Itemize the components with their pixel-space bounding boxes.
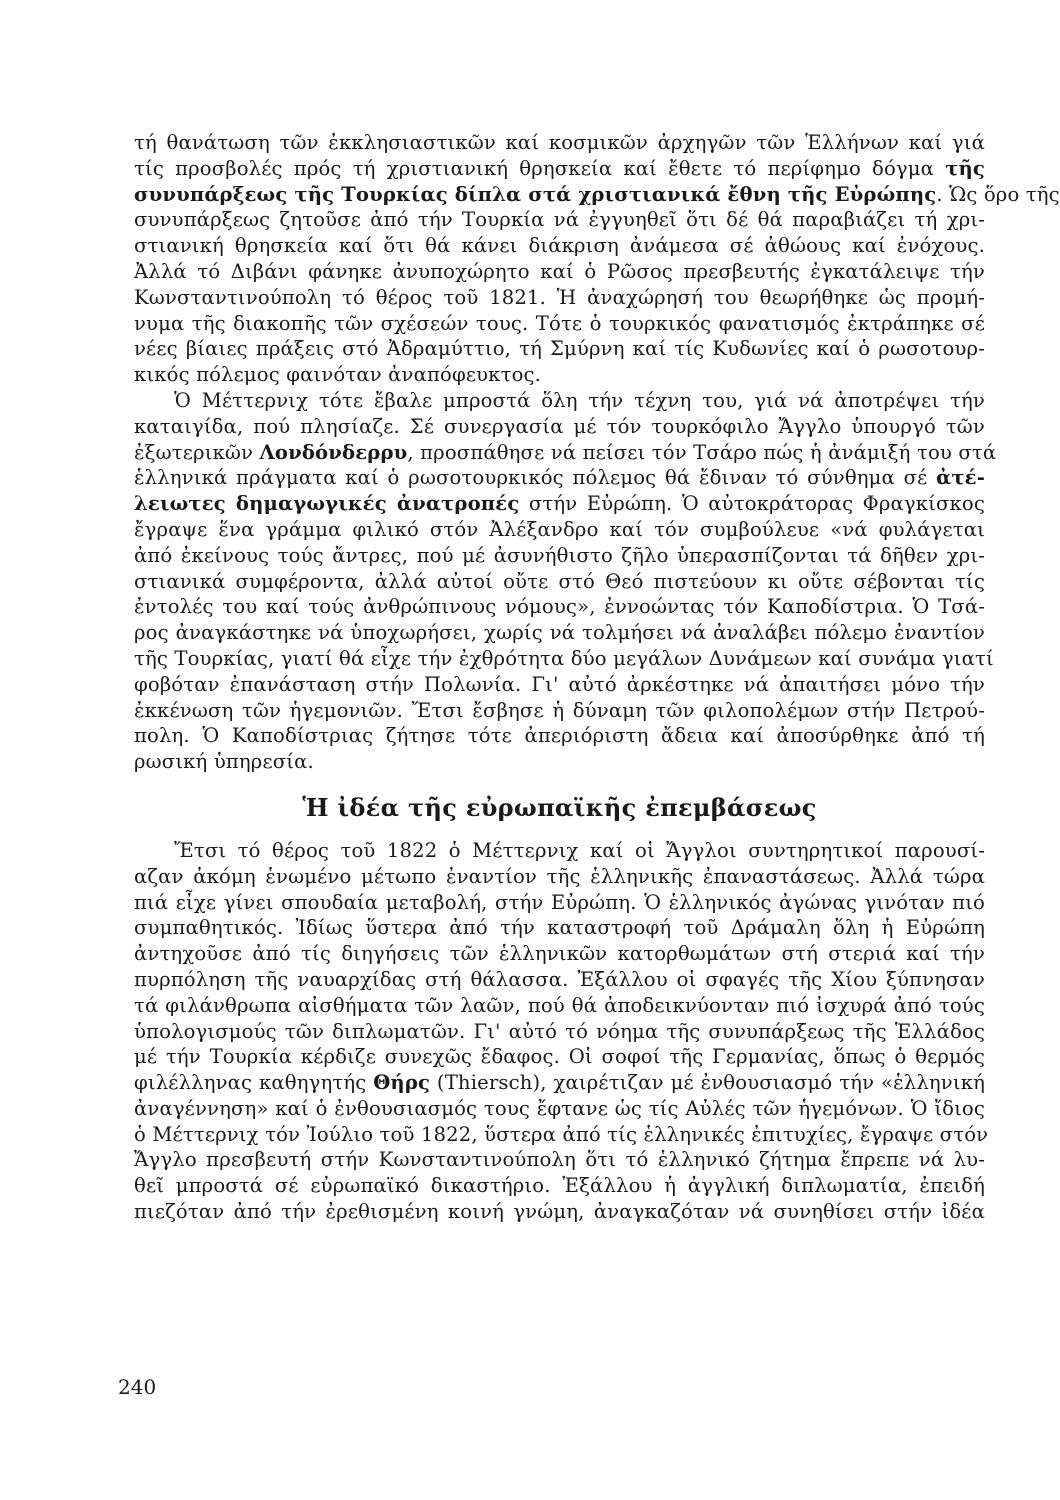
paragraph-1	[134, 130, 1060, 388]
text-line: μέ τήν Τουρκία κέρδιζε συνεχῶς ἔδαφος. Οἱ σοφοί τῆς Γερμανίας, ὅπως ὁ θερμός	[134, 1045, 985, 1069]
text-line: ἔγραψε ἕνα γράμμα φιλικό στόν Ἀλέξανδρο καί τόν συμβούλευε «νά φυλάγεται	[134, 517, 985, 541]
text-line: νέες βίαιες πράξεις στό Ἀδραμύττιο, τή Σμύρνη καί τίς Κυδωνίες καί ὁ ρωσοτουρ-	[134, 337, 985, 361]
text-line	[134, 1070, 985, 1096]
text-line: ἐντολές του καί τούς ἀνθρώπινους νόμους», ἐννοώντας τόν Καποδίστρια. Ὁ Τσά-	[134, 595, 985, 619]
text-line: τά φιλάνθρωπα αἰσθήματα τῶν λαῶν, πού θά ἀποδεικνύονταν πιό ἰσχυρά ἀπό τούς	[134, 993, 985, 1017]
bold-name: Θήρς	[373, 1071, 431, 1095]
text-line: στιανικά συμφέροντα, ἀλλά αὐτοί οὔτε στό Θεό πιστεύουν κι οὔτε σέβονται τίς	[134, 569, 985, 593]
text-line	[134, 491, 985, 517]
bold-phrase: λειωτες δημαγωγικές ἀνατροπές	[134, 492, 520, 516]
text-line: ἀναγέννηση» καί ὁ ἐνθουσιασμός τους ἔφτανε ὡς τίς Αὐλές τῶν ἡγεμόνων. Ὁ ἴδιος	[134, 1096, 985, 1120]
text-line: ἀντηχοῦσε ἀπό τίς διηγήσεις τῶν ἑλληνικῶν κατορθωμάτων στή στεριά καί τήν	[134, 942, 985, 966]
text-line: ἐκκένωση τῶν ἡγεμονιῶν. Ἔτσι ἔσβησε ἡ δύναμη τῶν φιλοπολέμων στήν Πετρού-	[134, 698, 985, 722]
text-line: πιεζόταν ἀπό τήν ἐρεθισμένη κοινή γνώμη, ἀναγκαζόταν νά συνηθίσει στήν ἰδέα	[134, 1200, 985, 1224]
text-line: τή θανάτωση τῶν ἐκκλησιαστικῶν καί κοσμικῶν ἀρχηγῶν τῶν Ἑλλήνων καί γιά	[134, 131, 985, 154]
text-line	[134, 156, 985, 182]
paragraph-3	[134, 838, 989, 1225]
bold-phrase: ἀτέ-	[936, 466, 985, 490]
paragraph-2	[134, 388, 997, 775]
text-run: . Ὡς ὅρο τῆς	[936, 182, 1060, 206]
text-line: αζαν ἀκόμη ἑνωμένο μέτωπο ἐναντίον τῆς ἑλληνικῆς ἐπαναστάσεως. Ἀλλά τώρα	[134, 864, 985, 888]
text-line: πυρπόληση τῆς ναυαρχίδας στή θάλασσα. Ἐξάλλου οἱ σφαγές τῆς Χίου ξύπνησαν	[134, 967, 985, 991]
text-line: νυμα τῆς διακοπῆς τῶν σχέσεών τους. Τότε ὁ τουρκικός φανατισμός ἐκτράπηκε σέ	[134, 311, 985, 335]
text-line: ὑπολογισμούς τῶν διπλωματῶν. Γι' αὐτό τό νόημα τῆς συνυπάρξεως τῆς Ἑλλάδος	[134, 1019, 985, 1043]
bold-phrase: τῆς	[945, 156, 985, 180]
text-line	[134, 182, 1060, 208]
text-line: ρωσική ὑπηρεσία.	[134, 750, 314, 774]
text-run: ἐξωτερικῶν	[134, 440, 260, 464]
text-line: συνυπάρξεως ζητοῦσε ἀπό τήν Τουρκία νά ἐγγυηθεῖ ὅτι δέ θά παραβιάζει τή χρι-	[134, 208, 985, 232]
text-line: τῆς Τουρκίας, γιατί θά εἶχε τήν ἐχθρότητα δύο μεγάλων Δυνάμεων καί συνάμα γιατί	[134, 646, 994, 670]
text-line: πιά εἶχε γίνει σπουδαία μεταβολή, στήν Εὐρώπη. Ὁ ἑλληνικός ἀγώνας γινόταν πιό	[134, 890, 985, 914]
text-run: , προσπάθησε νά πείσει τόν Τσάρο πώς ἡ ἀνάμιξή του στά	[407, 440, 997, 464]
text-line: Ὁ Μέττερνιχ τότε ἔβαλε μπροστά ὅλη τήν τέχνη του, γιά νά ἀποτρέψει τήν	[174, 388, 985, 412]
text-run: φιλέλληνας καθηγητής	[134, 1071, 374, 1095]
text-line	[134, 465, 985, 491]
text-run: στήν Εὐρώπη. Ὁ αὐτοκράτορας Φραγκίσκος	[519, 492, 986, 516]
text-line: στιανική θρησκεία καί ὅτι θά κάνει διάκριση ἀνάμεσα σέ ἀθώους καί ἐνόχους.	[134, 234, 985, 258]
text-line: θεῖ μπροστά σέ εὐρωπαϊκό δικαστήριο. Ἐξάλλου ἡ ἀγγλική διπλωματία, ἐπειδή	[134, 1174, 985, 1198]
text-line: Ἀλλά τό Διβάνι φάνηκε ἀνυποχώρητο καί ὁ Ρῶσος πρεσβευτής ἐγκατάλειψε τήν	[134, 259, 985, 283]
text-line: Κωνσταντινούπολη τό θέρος τοῦ 1821. Ἡ ἀναχώρησή του θεωρήθηκε ὡς προμή-	[134, 285, 985, 309]
text-line: καταιγίδα, πού πλησίαζε. Σέ συνεργασία μέ τόν τουρκόφιλο Ἄγγλο ὑπουργό τῶν	[134, 414, 985, 438]
text-line: πολη. Ὁ Καποδίστριας ζήτησε τότε ἀπεριόριστη ἄδεια καί ἀποσύρθηκε ἀπό τή	[134, 724, 985, 748]
text-run: τίς προσβολές πρός τή χριστιανική θρησκεία καί ἔθετε τό περίφημο δόγμα	[134, 156, 946, 180]
text-line: Ἄγγλο πρεσβευτή στήν Κωνσταντινούπολη ὅτι τό ἑλληνικό ζήτημα ἔπρεπε νά λυ-	[134, 1148, 985, 1172]
text-line: ρος ἀναγκάστηκε νά ὑποχωρήσει, χωρίς νά τολμήσει νά ἀναλάβει πόλεμο ἐναντίον	[134, 621, 985, 645]
bold-name: Λονδόνδερρυ	[259, 440, 408, 464]
text-line: φοβόταν ἐπανάσταση στήν Πολωνία. Γι' αὐτό ἀρκέστηκε νά ἀπαιτήσει μόνο τήν	[134, 672, 985, 696]
text-line: ἀπό ἐκείνους τούς ἄντρες, πού μέ ἀσυνήθιστο ζῆλο ὑπερασπίζονται τά δῆθεν χρι-	[134, 543, 985, 567]
text-line: Ἔτσι τό θέρος τοῦ 1822 ὁ Μέττερνιχ καί οἱ Ἄγγλοι συντηρητικοί παρουσί-	[174, 838, 985, 862]
page-number: 240	[118, 1375, 157, 1399]
text-line: κικός πόλεμος φαινόταν ἀναπόφευκτος.	[134, 363, 542, 387]
section-title: Ἡ ἰδέα τῆς εὐρωπαϊκῆς ἐπεμβάσεως	[302, 792, 817, 822]
text-line	[134, 440, 997, 466]
text-line: συμπαθητικός. Ἰδίως ὕστερα ἀπό τήν καταστροφή τοῦ Δράμαλη ὅλη ἡ Εὐρώπη	[134, 916, 985, 940]
text-run: (Thiersch), χαιρέτιζαν μέ ἐνθουσιασμό τήν «ἑλληνική	[430, 1071, 985, 1095]
text-run: ἑλληνικά πράγματα καί ὁ ρωσοτουρκικός πόλεμος θά ἔδιναν τό σύνθημα σέ	[134, 466, 937, 490]
text-line: ὁ Μέττερνιχ τόν Ἰούλιο τοῦ 1822, ὕστερα ἀπό τίς ἑλληνικές ἐπιτυχίες, ἔγραψε στόν	[134, 1122, 989, 1146]
bold-phrase: συνυπάρξεως τῆς Τουρκίας δίπλα στά χριστιανικά ἔθνη τῆς Εὐρώπης	[134, 182, 937, 206]
